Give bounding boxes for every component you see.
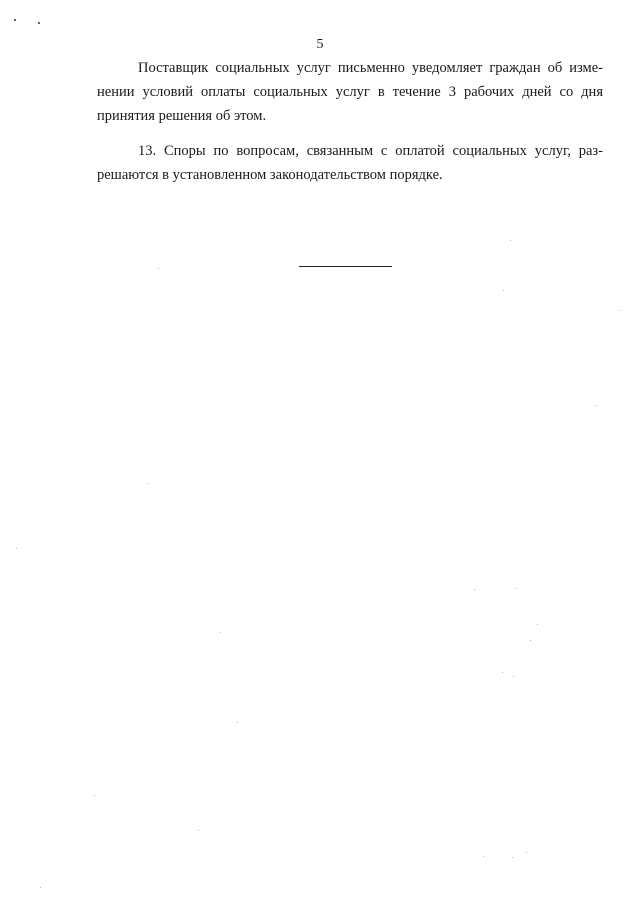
paragraph-line: Поставщик социальных услуг письменно уведомляет граждан об изме- [138,60,603,76]
paragraph-line: решаются в установленном законодательством порядке. [97,167,443,183]
scan-noise [620,310,621,311]
scan-noise [537,624,538,625]
scan-noise [483,856,484,857]
scan-noise [94,795,95,796]
paragraph-payment-notice [97,56,603,128]
scan-noise [516,588,517,589]
scan-noise [158,268,159,269]
scan-noise [40,887,41,888]
end-separator-line [299,266,392,267]
scan-noise [512,857,513,858]
scan-noise [16,548,17,549]
scan-noise [526,852,527,853]
scan-noise [198,830,199,831]
paragraph-line: принятия решения об этом. [97,108,267,124]
scan-speck [38,22,40,24]
scan-noise [237,722,238,723]
paragraph-line: 13. Споры по вопросам, связанным с оплатой социальных услуг, раз- [138,143,603,159]
scan-noise [502,672,503,673]
scan-noise [148,483,149,484]
page-number: 5 [316,37,324,52]
scan-noise [596,405,597,406]
scan-noise [220,632,221,633]
paragraph-disputes [97,139,603,187]
scan-noise [474,589,475,590]
scan-noise [503,290,504,291]
scan-noise [510,240,511,241]
scan-noise [513,676,514,677]
scan-noise [530,640,531,641]
scan-speck [14,19,16,21]
paragraph-line: нении условий оплаты социальных услуг в течение 3 рабочих дней со дня [97,84,603,100]
